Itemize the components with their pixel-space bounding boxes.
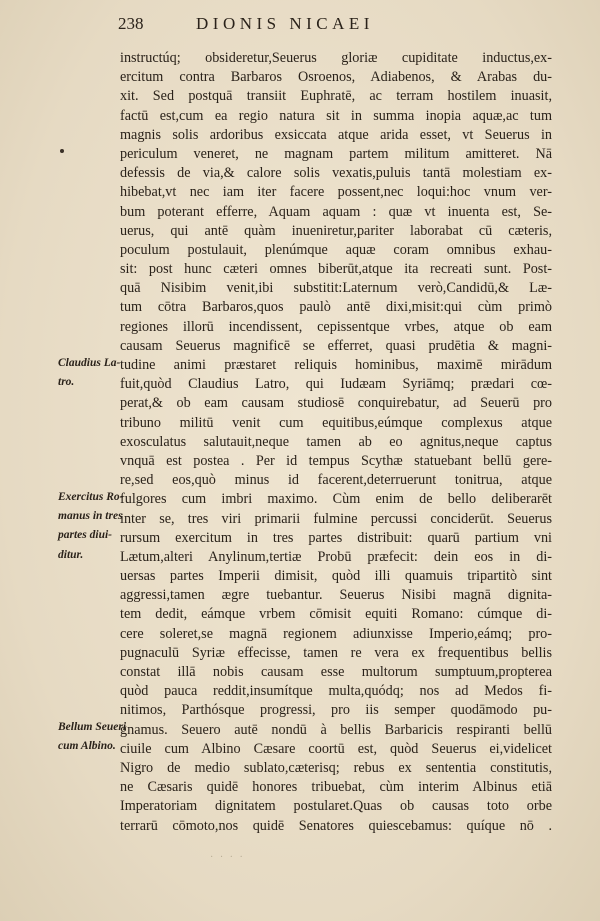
margin-note-claudius-latro [58,354,120,392]
text-line: uersas partes Imperii dimisit, quòd illi quamuis tripartitò sint [120,568,552,585]
margin-note-line: ditur. [58,548,84,561]
text-line: terrarū cōmoto,nos quidē Senatores quiescebamus: quíque nō . [120,817,552,834]
text-line: re,sed eos,quò minus id facerent,deterruerunt tonitrua, atque [120,472,552,489]
text-line: fulgores cum imbri maximo. Cùm enim de bello deliberarēt [120,491,552,508]
text-line: exosculatus salutauit,neque tamen ab eo agnitus,neque captus [120,433,552,450]
text-line: causam Seuerus magnificē se efferret, quasi prudētia & magni- [120,337,552,354]
text-line: ne Cæsaris quidē honores tribuebat, cùm interim Albinus etiā [120,779,552,796]
text-line: constat illā nobis causam esse multorum sumptuum,propterea [120,664,552,680]
margin-note-line: manus in tres [58,510,123,523]
text-line: gnamus. Seuero autē nondū à bellis Barbaricis respiranti bellū [120,721,552,738]
margin-note-line: Exercitus Ro- [58,491,124,503]
body-text [120,49,552,836]
text-line: fuit,quòd Claudius Latro, qui Iudæam Syriāmq; prædari cœ- [120,376,552,393]
text-line: ercitum contra Barbaros Osroenos, Adiabenos, & Arabas du- [120,69,552,86]
text-line: magnis solis ardoribus exsiccata atque arida esset, vt Seuerus in [120,126,552,143]
text-line: uerus, qui antē quàm inueniretur,pariter laborabat cū cæteris, [120,222,552,239]
running-title: DIONIS NICAEI [196,14,374,33]
text-line: quā Nisibim venit,ibi substitit:Laternum verò,Candidū,& Læ- [120,280,552,297]
text-line: nitimos, Parthósque progressi, pro iis semper quodāmodo pu- [120,702,552,719]
text-line: tem dedit, eámque vrbem cōmisit equiti Romano: cúmque di- [120,606,552,623]
text-line: factū est,cum ea regio natura sit in summa inopia aquæ,ac tum [120,107,552,124]
text-line: pugnaculū Syriæ effecisse, tamen re vera ex frequentibus bellis [120,644,552,661]
text-line: instructúq; obsideretur,Seuerus gloriæ cupiditate inductus,ex- [120,50,552,66]
text-line: Lætum,alteri Anylinum,tertiæ Probū præfecit: dein eos in di- [120,548,552,565]
text-line: tum cōtra Barbaros,quos paulò antē dixi,misit:qui cùm primò [120,299,552,316]
text-line: rursum exercitum in tres partes distribuit: quarū partium vni [120,529,552,546]
text-line: xit. Sed postquā transiit Euphratē, ac terram hostilem inuasit, [120,88,552,105]
margin-note-line: tro. [58,376,75,389]
text-line: aggressi,tamen ægre tuebantur. Seuerus Nisibi magnā dignita- [120,587,552,604]
page-number: 238 [118,14,144,33]
text-line: sit: post hunc cæteri omnes biberūt,atque ita recreati sunt. Post- [120,261,552,278]
margin-note-line: Claudius La- [58,357,121,369]
text-line: Nigro de medio sublato,cæterisq; rebus ex sententia constitutis, [120,759,552,776]
margin-note-line: partes diui- [58,529,112,542]
marginal-dot-mark [60,149,64,153]
text-line: Imperatoriam dignitatem postularet.Quas ob causas toto orbe [120,798,552,815]
margin-note-line: Bellum Seueri [58,721,127,733]
text-line: ciuile cum Albino Cæsare coortū est, quòd Seuerus ei,videlicet [120,740,552,757]
text-line: regiones illorū incendissent, cepissentque vrbes, atque ob eam [120,318,552,335]
text-line: tribuno militū venit cum equitibus,eúmque complexus atque [120,414,552,431]
text-line: inter se, tres viri primarii fulmine percussi conciderūt. Seuerus [120,510,552,527]
margin-note-bellum-seueri [58,718,126,756]
text-line: quòd pauca reddit,insumítque multa,quódq; nos ad Medos fi- [120,683,552,700]
text-line: defessis de via,& calore solis vexatis,puluis tantā molestiam ex- [120,165,552,182]
text-line: cere soleret,se magnā regionem adiunxisse Imperio,eámq; pro- [120,625,552,642]
text-line: tudine animi præstaret reliquis hominibus, maximē mirādum [120,357,552,373]
text-line: poculum postulauit, plenúmque aquæ coram omnibus exhau- [120,241,552,258]
margin-note-line: cum Albino. [58,740,116,753]
margin-note-exercitus [58,488,124,565]
page-header [0,14,600,40]
text-line: hibebat,vt nec iam iter facere possent,nec loqui:hoc vnum ver- [120,184,552,201]
text-line: perat,& ob eam causam studiosē conquirebatur, ad Seuerū pro [120,395,552,412]
paper-specks: · · · · [210,852,245,863]
text-line: bum poterant efferre, Aquam aquam : quæ vt inuenta est, Se- [120,203,552,220]
text-line: periculum veneret, ne magnam partem militum amitteret. Nā [120,145,552,162]
text-line: vnquā est postea . Per id tempus Scythæ statuebant bellū gere- [120,452,552,469]
